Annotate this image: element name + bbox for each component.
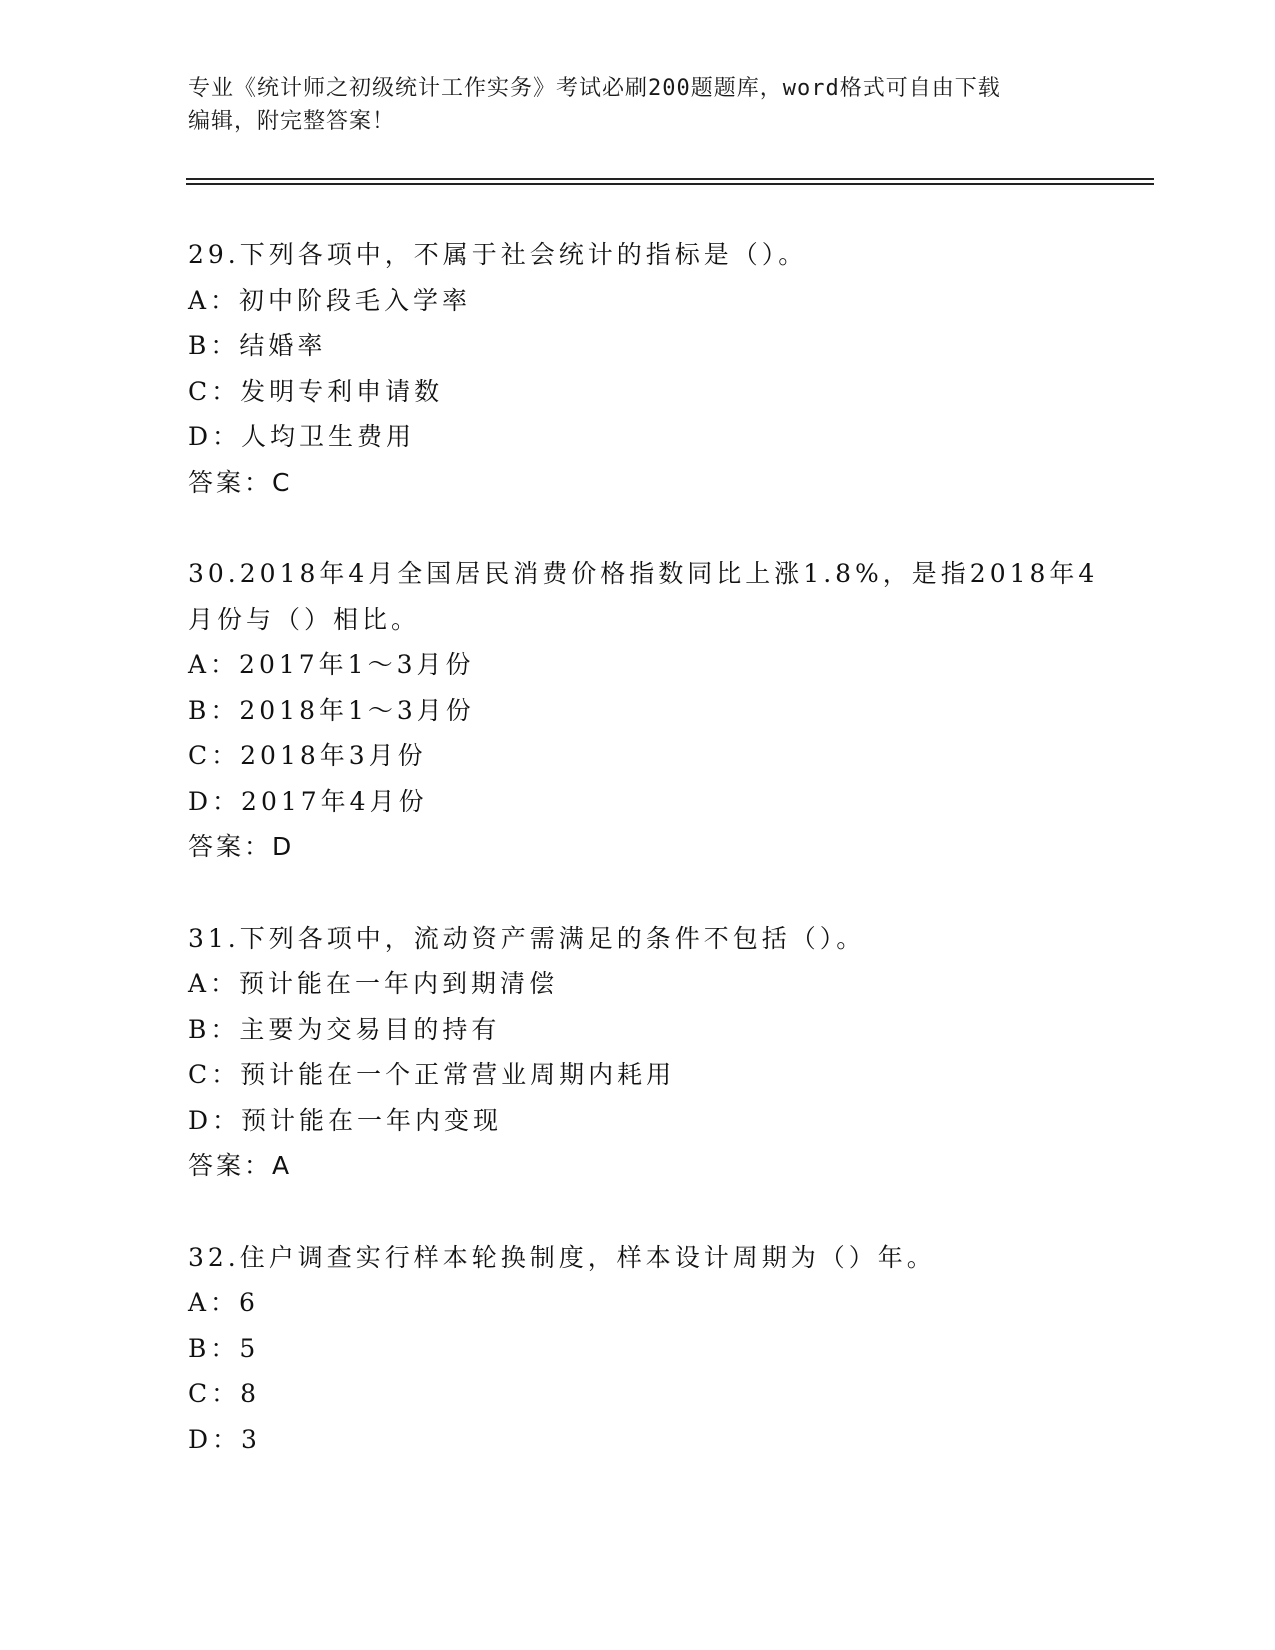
option-b: B：主要为交易目的持有: [188, 1014, 501, 1044]
answer-line: 答案：D: [188, 832, 295, 861]
option-c: C：发明专利申请数: [188, 376, 444, 406]
answer-line: 答案：A: [188, 1151, 293, 1180]
header-line-2: 编辑，附完整答案！: [188, 109, 396, 134]
option-a: A：2017年1～3月份: [188, 650, 475, 679]
question-stem: [188, 232, 1088, 278]
header-line-1: 专业《统计师之初级统计工作实务》考试必刷200题题库，word格式可自由下载: [188, 76, 1001, 101]
option-list: [188, 642, 1088, 824]
option-c: C：8: [188, 1379, 261, 1408]
question-stem-line: 32.住户调查实行样本轮换制度，样本设计周期为（）年。: [188, 1242, 936, 1272]
option-a: A：初中阶段毛入学率: [188, 285, 472, 315]
question-stem-line: 29.下列各项中，不属于社会统计的指标是（）。: [188, 240, 808, 269]
option-b: B：2018年1～3月份: [188, 695, 475, 725]
question-29: [188, 232, 1088, 505]
question-stem: [188, 551, 1099, 642]
option-b: B：结婚率: [188, 331, 327, 360]
question-30: [188, 551, 1099, 870]
option-c: C：预计能在一个正常营业周期内耗用: [188, 1060, 676, 1089]
document-header: [188, 72, 1088, 138]
question-stem: [188, 1235, 1088, 1281]
answer-line: 答案：C: [188, 467, 293, 497]
option-list: [188, 961, 1088, 1143]
question-31: [188, 916, 1088, 1189]
header-divider-top: [186, 178, 1154, 180]
question-stem-line: 月份与（）相比。: [188, 604, 421, 634]
question-list: [188, 232, 1099, 1508]
option-a: A：6: [188, 1288, 259, 1317]
option-list: [188, 278, 1088, 460]
option-d: D：预计能在一年内变现: [188, 1105, 503, 1135]
option-d: D：2017年4月份: [188, 786, 428, 816]
question-stem-line: 31.下列各项中，流动资产需满足的条件不包括（）。: [188, 923, 866, 953]
question-stem-line: 30.2018年4月全国居民消费价格指数同比上涨1.8%，是指2018年4: [188, 559, 1099, 588]
header-divider-bottom: [186, 183, 1154, 185]
question-32: [188, 1235, 1088, 1463]
option-list: [188, 1280, 1088, 1462]
option-c: C：2018年3月份: [188, 741, 427, 770]
question-stem: [188, 916, 1088, 962]
option-d: D：人均卫生费用: [188, 422, 416, 451]
option-b: B：5: [188, 1333, 260, 1363]
option-a: A：预计能在一年内到期清偿: [188, 969, 559, 998]
option-d: D：3: [188, 1424, 261, 1454]
